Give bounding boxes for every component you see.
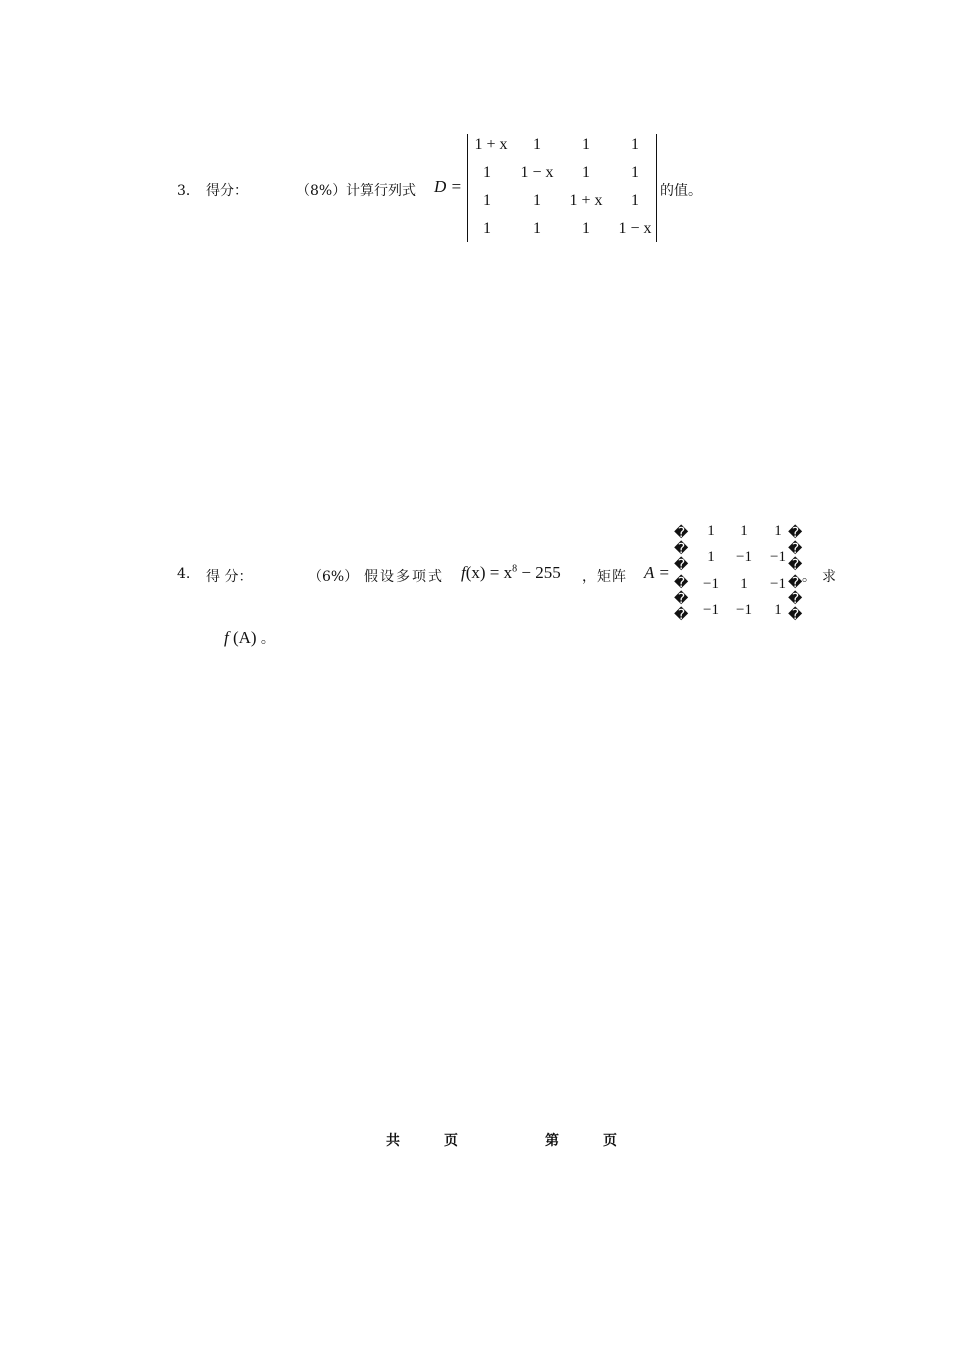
line2-arg: (A) <box>232 628 257 647</box>
q4-polynomial <box>461 563 561 583</box>
line2-f: f <box>224 628 229 647</box>
matrix-cell: −1 <box>770 549 786 565</box>
q3-lhs: D = <box>434 177 462 196</box>
det-cell: 1 <box>582 136 590 153</box>
q4-line2 <box>224 628 275 648</box>
bracket-glyph-icon: � <box>788 557 803 573</box>
matrix-cell: −1 <box>770 576 786 592</box>
q3-number: 3． <box>177 183 200 199</box>
footer-page-label-2: 页 <box>603 1133 617 1149</box>
det-cell: 1 <box>582 220 590 237</box>
bracket-glyph-icon: � <box>674 591 689 607</box>
det-cell: 1 <box>631 136 639 153</box>
footer-page-label-1: 页 <box>444 1133 458 1149</box>
q3-points: （8%） <box>296 183 347 199</box>
q4-points: （6%） <box>308 569 359 585</box>
matrix-cell: 1 <box>774 602 782 618</box>
matrix-cell: 1 <box>707 549 715 565</box>
bracket-glyph-icon: � <box>788 607 803 623</box>
matrix-cell: −1 <box>703 576 719 592</box>
matrix-cell: 1 <box>774 523 782 539</box>
poly-f: f <box>461 563 466 582</box>
poly-rest: − 255 <box>521 563 561 582</box>
det-cell: 1 − x <box>618 220 652 237</box>
bracket-glyph-icon: � <box>674 607 689 623</box>
q3-determinant <box>467 134 657 242</box>
matrix-cell: 1 <box>707 523 715 539</box>
q3-score-label: 得分： <box>206 183 248 199</box>
poly-arg: (x) = x <box>465 563 513 582</box>
det-cell: 1 <box>631 192 639 209</box>
det-cell: 1 <box>631 164 639 181</box>
det-cell: 1 <box>483 192 491 209</box>
footer-nth: 第 <box>545 1133 559 1149</box>
q3-suffix: 的值。 <box>660 183 702 199</box>
footer-total: 共 <box>386 1133 400 1149</box>
q4-score-label: 得 分： <box>206 569 253 585</box>
det-cell: 1 <box>533 220 541 237</box>
q4-number: 4. <box>177 566 191 582</box>
bracket-glyph-icon: � <box>674 541 689 557</box>
q3-question-text: 计算行列式 <box>346 183 416 199</box>
line2-end: 。 <box>260 632 275 647</box>
bracket-glyph-icon: � <box>788 575 803 591</box>
matrix-cell: 1 <box>740 523 748 539</box>
matrix-cell: −1 <box>703 602 719 618</box>
matrix-cell: 1 <box>740 576 748 592</box>
q4-matrix-text: ，矩阵 <box>582 569 627 585</box>
q4-after-matrix: 。求 <box>802 569 842 585</box>
poly-exponent: 8 <box>512 563 518 575</box>
det-cell: 1 <box>582 164 590 181</box>
q4-matrix-lhs: A = <box>644 563 670 582</box>
det-cell: 1 <box>533 192 541 209</box>
det-cell: 1 + x <box>474 136 508 153</box>
q4-matrix <box>672 520 812 624</box>
matrix-cell: −1 <box>736 602 752 618</box>
det-cell: 1 − x <box>520 164 554 181</box>
bracket-glyph-icon: � <box>674 575 689 591</box>
bracket-glyph-icon: � <box>674 525 689 541</box>
bracket-glyph-icon: � <box>788 525 803 541</box>
q4-question-text: 假设多项式 <box>364 569 444 585</box>
det-cell: 1 <box>533 136 541 153</box>
det-cell: 1 + x <box>569 192 603 209</box>
det-cell: 1 <box>483 164 491 181</box>
matrix-cell: −1 <box>736 549 752 565</box>
bracket-glyph-icon: � <box>674 557 689 573</box>
det-cell: 1 <box>483 220 491 237</box>
bracket-glyph-icon: � <box>788 591 803 607</box>
bracket-glyph-icon: � <box>788 541 803 557</box>
